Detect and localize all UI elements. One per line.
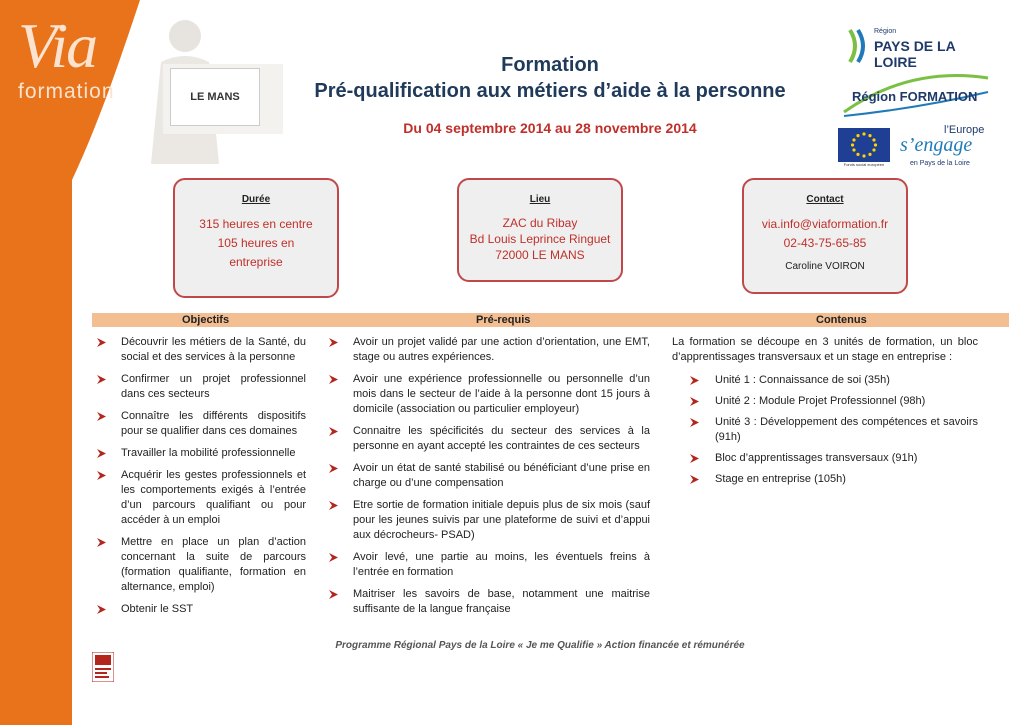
list-item: Avoir levé, une partie au moins, les éventuels freins à l’entrée en formation <box>326 550 650 580</box>
region-formation-text: Région FORMATION <box>852 89 978 104</box>
list-item: Bloc d’apprentissages transversaux (91h) <box>672 451 978 466</box>
location-line: ZAC du Ribay <box>502 216 578 230</box>
arrow-bullet-icon <box>328 589 339 600</box>
page-title: Formation <box>501 54 599 76</box>
logo-via-text: Via <box>18 10 97 81</box>
pdl-waves-icon <box>844 26 874 66</box>
pdl-big-text: PAYS DE LA LOIRE <box>874 38 956 70</box>
page-subtitle: Pré-qualification aux métiers d’aide à la personne <box>314 80 786 102</box>
list-item: Unité 1 : Connaissance de soi (35h) <box>672 373 978 388</box>
duration-line: entreprise <box>229 255 283 269</box>
arrow-bullet-icon <box>689 396 700 407</box>
location-heading: Lieu <box>529 194 551 205</box>
region-formation-logo <box>840 72 992 122</box>
europe-engage-logo <box>896 124 994 172</box>
eu-flag-icon <box>838 128 890 162</box>
logo-formation-text: formation <box>18 80 115 103</box>
engage-line1: l’Europe <box>944 124 985 136</box>
list-item: Stage en entreprise (105h) <box>672 472 978 487</box>
via-formation-logo <box>18 10 128 114</box>
contact-email-link[interactable]: via.info@viaformation.fr <box>761 217 889 231</box>
arrow-bullet-icon <box>96 537 107 548</box>
contact-body <box>744 215 906 253</box>
training-dates: Du 04 septembre 2014 au 28 novembre 2014 <box>403 120 697 136</box>
arrow-bullet-icon <box>328 552 339 563</box>
duration-line: 315 heures en centre <box>199 217 313 231</box>
list-item: Connaître les différents dispositifs pour se qualifier dans ces domaines <box>94 409 306 439</box>
list-item: Unité 3 : Développement des compétences et savoirs (91h) <box>672 415 978 445</box>
duration-heading: Durée <box>241 194 271 205</box>
list-item: Travailler la mobilité professionnelle <box>94 446 306 461</box>
pdl-small-text: Région <box>874 28 897 35</box>
arrow-bullet-icon <box>689 375 700 386</box>
contact-heading: Contact <box>806 194 844 205</box>
pays-de-la-loire-logo <box>842 24 992 70</box>
arrow-bullet-icon <box>96 470 107 481</box>
contenus-intro: La formation se découpe en 3 unités de formation, un bloc d’apprentissages transversaux et un stage en entreprise : <box>672 336 978 363</box>
list-item: Avoir un projet validé par une action d’orientation, une EMT, stage ou autres expériences. <box>326 335 650 365</box>
eu-flag-logo <box>838 128 890 168</box>
arrow-bullet-icon <box>689 453 700 464</box>
arrow-bullet-icon <box>328 374 339 385</box>
objectifs-column <box>94 335 306 624</box>
arrow-bullet-icon <box>96 448 107 459</box>
engage-line2: s’engage <box>900 134 973 156</box>
arrow-bullet-icon <box>328 463 339 474</box>
duration-box <box>173 178 339 298</box>
duration-line: 105 heures en <box>217 236 295 250</box>
objectifs-header: Objectifs <box>182 314 230 326</box>
list-item: Connaitre les spécificités du secteur des services à la personne en ayant accepté les contraintes de ces secteurs <box>326 424 650 454</box>
location-box <box>457 178 623 282</box>
contenus-column <box>672 335 978 493</box>
arrow-bullet-icon <box>689 474 700 485</box>
list-item: Avoir une expérience professionnelle ou personnelle d’un mois dans le secteur de l’aide à la personne dont 15 jours à domicile (association ou particulier employeur) <box>326 372 650 417</box>
arrow-bullet-icon <box>96 411 107 422</box>
location-line: 72000 LE MANS <box>495 248 585 262</box>
arrow-bullet-icon <box>96 604 107 615</box>
prerequis-column <box>326 335 650 624</box>
contenus-header: Contenus <box>816 314 867 326</box>
contact-phone: 02-43-75-65-85 <box>783 236 867 250</box>
eu-caption: Fonds social européen <box>843 162 885 167</box>
arrow-bullet-icon <box>328 426 339 437</box>
arrow-bullet-icon <box>689 417 700 428</box>
footer-program-note: Programme Régional Pays de la Loire « Je me Qualifie » Action financée et rémunérée <box>335 640 745 651</box>
location-body <box>459 215 621 263</box>
arrow-bullet-icon <box>96 337 107 348</box>
contact-box <box>742 178 908 294</box>
list-item: Mettre en place un plan d’action concernant la suite de parcours (formation qualifiante, formation en alternance, emploi) <box>94 535 306 595</box>
list-item: Maitriser les savoirs de base, notamment une maitrise suffisante de la langue française <box>326 587 650 617</box>
list-item: Obtenir le SST <box>94 602 306 617</box>
certification-logo-icon <box>92 652 114 682</box>
arrow-bullet-icon <box>328 337 339 348</box>
location-sign: LE MANS <box>170 68 260 126</box>
prerequis-header: Pré-requis <box>476 314 531 326</box>
list-item: Etre sortie de formation initiale depuis plus de six mois (sauf pour les jeunes suivis par une plateforme de suivi et d’appui aux décrocheurs- PSAD) <box>326 498 650 543</box>
location-line: Bd Louis Leprince Ringuet <box>469 232 611 246</box>
arrow-bullet-icon <box>328 500 339 511</box>
list-item: Confirmer un projet professionnel dans ces secteurs <box>94 372 306 402</box>
list-item: Unité 2 : Module Projet Professionnel (98h) <box>672 394 978 409</box>
arrow-bullet-icon <box>96 374 107 385</box>
list-item: Acquérir les gestes professionnels et les comportements exigés à l’entrée d’un parcours qualifiant ou pour accéder à un emploi <box>94 468 306 528</box>
list-item: Découvrir les métiers de la Santé, du social et des services à la personne <box>94 335 306 365</box>
columns-header-bar <box>92 313 1009 327</box>
list-item: Avoir un état de santé stabilisé ou bénéficiant d’une prise en charge ou d’une compensation <box>326 461 650 491</box>
contact-name: Caroline VOIRON <box>785 261 865 272</box>
duration-body <box>175 215 337 272</box>
engage-line3: en Pays de la Loire <box>910 160 970 167</box>
